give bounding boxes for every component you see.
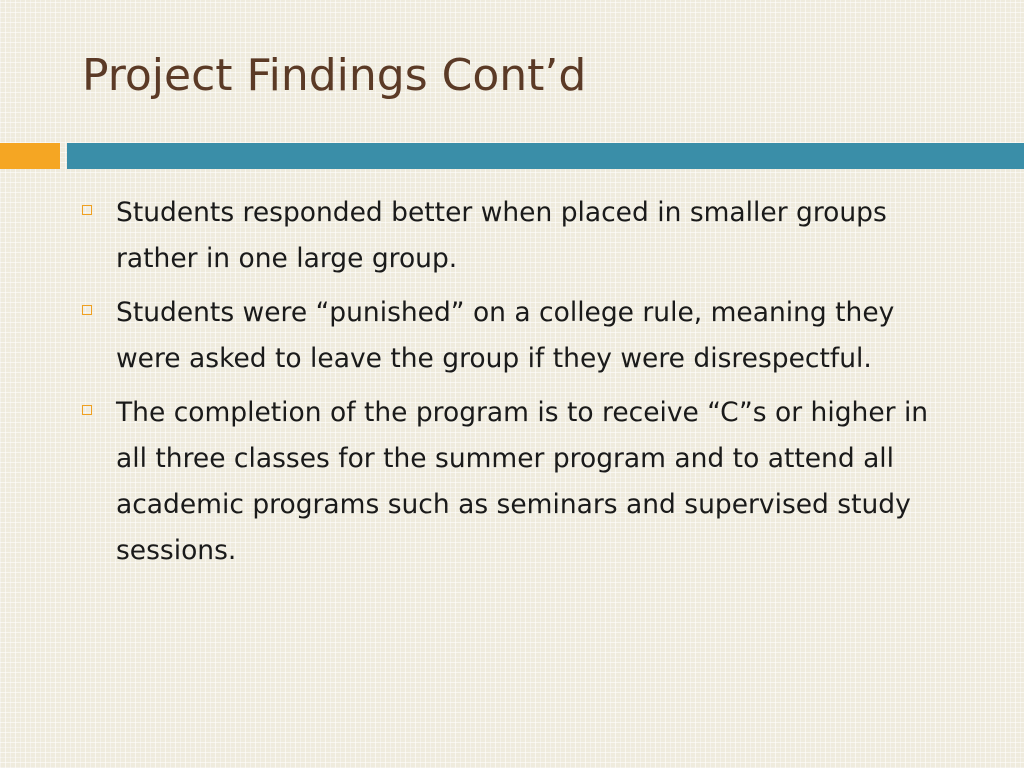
hollow-square-bullet-icon [82,205,92,215]
hollow-square-bullet-icon [82,405,92,415]
accent-bar [67,143,1024,169]
bullet-text: Students were “punished” on a college rule, meaning they were asked to leave the group if they were disrespectful. [116,297,895,374]
bullet-text: The completion of the program is to receive “C”s or higher in all three classes for the summer program and to attend all academic programs such as seminars and supervised study sessions. [116,397,929,566]
slide-title: Project Findings Cont’d [82,50,587,101]
bullet-item [80,290,960,382]
bullet-list [80,190,960,582]
hollow-square-bullet-icon [82,305,92,315]
bullet-text: Students responded better when placed in smaller groups rather in one large group. [116,197,887,274]
bullet-item [80,190,960,282]
accent-square [0,143,60,169]
bullet-item [80,390,960,574]
